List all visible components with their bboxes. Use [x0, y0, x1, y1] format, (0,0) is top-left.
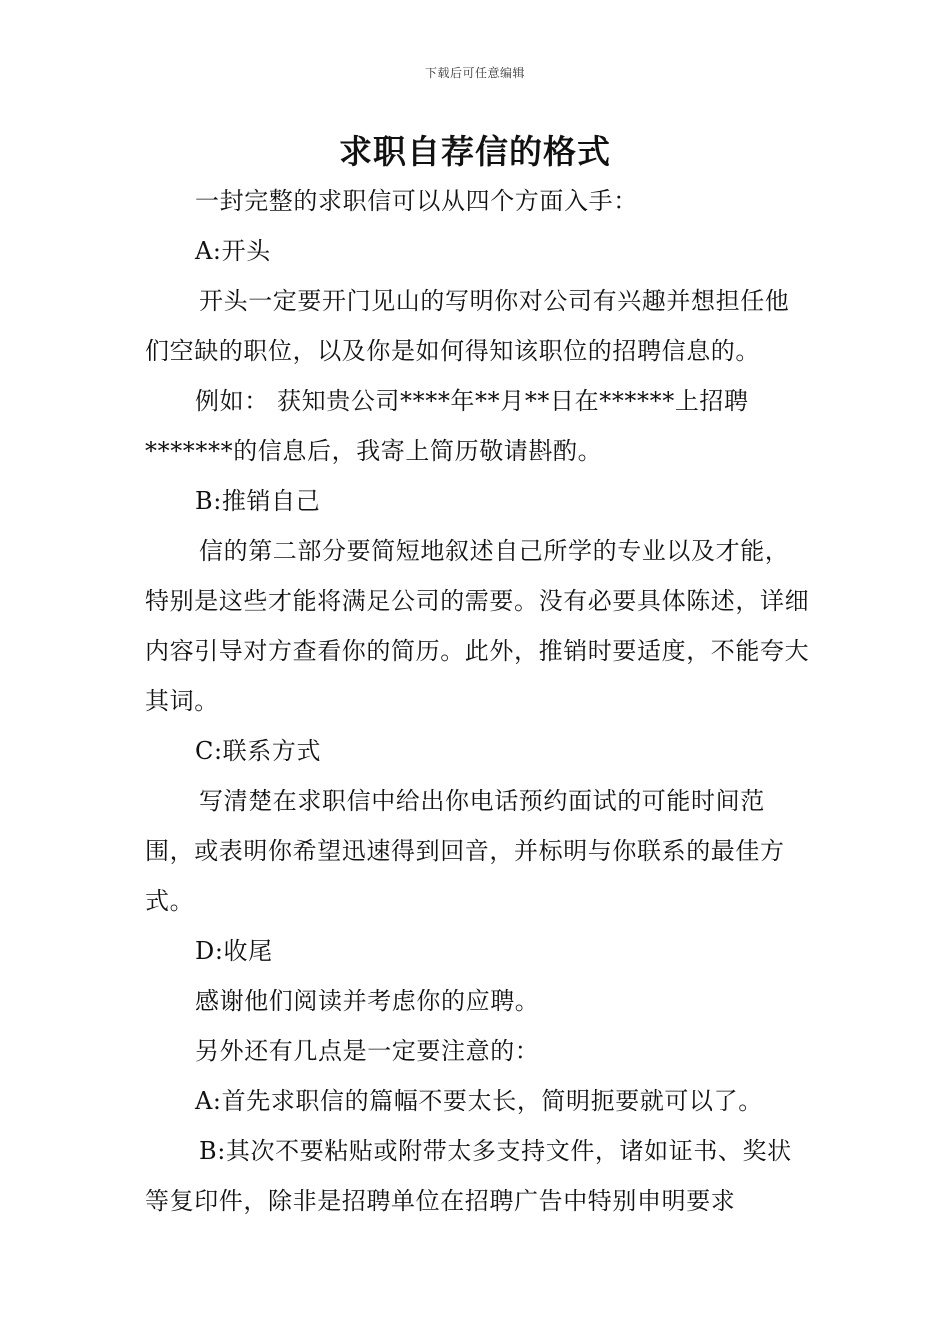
- paragraph-notes-intro: 另外还有几点是一定要注意的：: [195, 1037, 540, 1065]
- section-heading-d: D:收尾: [195, 937, 273, 965]
- paragraph-example: 例如： 获知贵公司****年**月**日在******上招聘*******的信息后，我寄上简历敬请斟酌。: [145, 387, 749, 465]
- section-heading-a: A:开头: [195, 237, 271, 265]
- paragraph-note-a: A:首先求职信的篇幅不要太长，简明扼要就可以了。: [195, 1087, 763, 1115]
- document-body: [145, 176, 813, 1226]
- section-heading-c: C:联系方式: [195, 737, 322, 765]
- paragraph-self-promotion: 信的第二部分要简短地叙述自己所学的专业以及才能，特别是这些才能将满足公司的需要。没有必要具体陈述，详细内容引导对方查看你的简历。此外，推销时要适度，不能夸大其词。: [145, 537, 810, 715]
- paragraph-closing: 感谢他们阅读并考虑你的应聘。: [195, 987, 540, 1015]
- paragraph-opening: 开头一定要开门见山的写明你对公司有兴趣并想担任他们空缺的职位，以及你是如何得知该职位的招聘信息的。: [145, 287, 790, 365]
- paragraph-contact: 写清楚在求职信中给出你电话预约面试的可能时间范围，或表明你希望迅速得到回音，并标明与你联系的最佳方式。: [145, 787, 785, 915]
- header-note: 下载后可任意编辑: [424, 66, 525, 80]
- document-title: 求职自荐信的格式: [339, 132, 611, 171]
- paragraph-intro: 一封完整的求职信可以从四个方面入手：: [195, 187, 638, 215]
- section-heading-b: B:推销自己: [195, 487, 321, 515]
- paragraph-note-b: B:其次不要粘贴或附带太多支持文件，诸如证书、奖状等复印件，除非是招聘单位在招聘广告中特别申明要求: [145, 1137, 792, 1215]
